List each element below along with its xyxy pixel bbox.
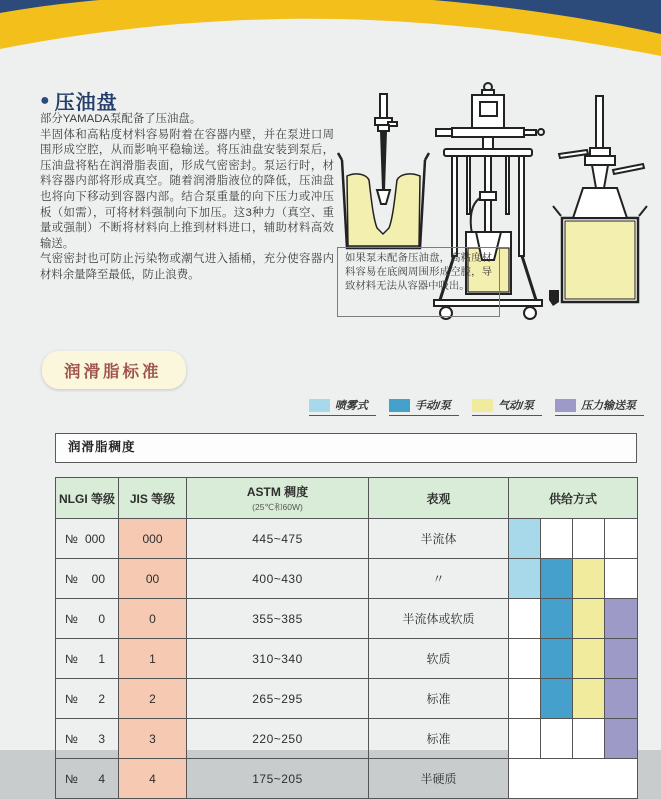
manual-pump-color-swatch xyxy=(389,399,410,412)
nlgi-grade-cell: № 000 xyxy=(56,519,119,559)
paragraph: 气密密封也可防止污染物或潮气进入插桶，充分使容器内材料余量降至最低，防止浪费。 xyxy=(40,253,334,281)
supply-method-cell xyxy=(541,679,573,719)
appearance-cell: 标准 xyxy=(369,719,509,759)
supply-method-cell xyxy=(509,519,541,559)
pressure-plate-heading xyxy=(40,86,118,115)
astm-header-title: ASTM 稠度 xyxy=(246,485,309,499)
table-header-row xyxy=(56,478,638,519)
supply-method-cell xyxy=(541,559,573,599)
supply-method-cell xyxy=(573,519,605,559)
legend-label: 手动/泵 xyxy=(414,400,451,412)
jis-grade-cell: 2 xyxy=(119,679,187,719)
astm-range-cell: 355~385 xyxy=(187,599,369,639)
legend-item-manual-pump xyxy=(389,397,459,416)
supply-method-cell xyxy=(509,759,638,799)
astm-range-cell: 310~340 xyxy=(187,639,369,679)
astm-range-cell: 445~475 xyxy=(187,519,369,559)
table-row xyxy=(56,719,638,759)
supply-method-cell xyxy=(605,719,638,759)
grease-consistency-table xyxy=(55,477,638,799)
spray-color-swatch xyxy=(309,399,330,412)
supply-method-cell xyxy=(573,719,605,759)
jis-grade-cell: 3 xyxy=(119,719,187,759)
nlgi-header: NLGI 等级 xyxy=(56,478,119,519)
appearance-cell: 软质 xyxy=(369,639,509,679)
appearance-cell: 半流体或软质 xyxy=(369,599,509,639)
paragraph: 半固体和高粘度材料容易附着在容器内壁，并在泵进口周围形成空腔，从而影响平稳输送。将压油盘安装到泵后，压油盘将粘在润滑脂表面，形成气密密封。泵运行时，材料容器内部将形成真空。随着润滑脂液位的降低，压油盘也将向下移动到容器内部。结合泵重量的向下压力或冲压板（如需），可将材料强制向下加压。这3种力（真空、重量或强制）不断将材料向上推到材料进口，辅助材料高效输送。 xyxy=(40,128,334,250)
appearance-cell: 〃 xyxy=(369,559,509,599)
pressure-plate-title: 压油盘 xyxy=(54,92,118,114)
jis-grade-cell: 4 xyxy=(119,759,187,799)
no-pressure-plate-note: 如果泵未配备压油盘，高粘度材料容易在底阀周围形成空腔，导致材料无法从容器中吸出。 xyxy=(337,247,500,317)
legend-label: 气动/泵 xyxy=(497,400,534,412)
table-row xyxy=(56,599,638,639)
supply-method-cell xyxy=(605,559,638,599)
astm-header-subtitle: (25℃和60W) xyxy=(252,502,303,512)
table-row xyxy=(56,559,638,599)
supply-method-cell xyxy=(509,719,541,759)
supply-method-cell xyxy=(541,639,573,679)
header-wave-banner xyxy=(0,0,661,80)
astm-range-cell: 265~295 xyxy=(187,679,369,719)
supply-method-header: 供给方式 xyxy=(509,478,638,519)
supply-method-cell xyxy=(573,679,605,719)
supply-method-cell xyxy=(509,639,541,679)
nlgi-grade-cell: № 4 xyxy=(56,759,119,799)
legend-item-pressure-transfer-pump xyxy=(555,397,644,416)
pneumatic-pump-color-swatch xyxy=(472,399,493,412)
table-row xyxy=(56,759,638,799)
nlgi-grade-cell: № 3 xyxy=(56,719,119,759)
jis-header: JIS 等级 xyxy=(119,478,187,519)
pressure-transfer-pump-color-swatch xyxy=(555,399,576,412)
grease-standard-title: 润滑脂标准 xyxy=(42,351,186,389)
legend-item-spray xyxy=(309,397,376,416)
supply-method-cell xyxy=(541,719,573,759)
supply-method-cell xyxy=(509,679,541,719)
appearance-header: 表观 xyxy=(369,478,509,519)
appearance-cell: 标准 xyxy=(369,679,509,719)
astm-range-cell: 400~430 xyxy=(187,559,369,599)
legend-label: 压力输送泵 xyxy=(581,400,636,412)
supply-method-cell xyxy=(605,679,638,719)
nlgi-grade-cell: № 2 xyxy=(56,679,119,719)
pump-illustration-cavity xyxy=(336,92,431,254)
table-row xyxy=(56,679,638,719)
supply-method-cell xyxy=(605,639,638,679)
astm-range-cell: 220~250 xyxy=(187,719,369,759)
supply-method-cell xyxy=(541,599,573,639)
consistency-table-body xyxy=(56,519,638,799)
nlgi-grade-cell: № 0 xyxy=(56,599,119,639)
appearance-cell: 半硬质 xyxy=(369,759,509,799)
legend-item-pneumatic-pump xyxy=(472,397,542,416)
jis-grade-cell: 0 xyxy=(119,599,187,639)
paragraph: 部分YAMADA泵配备了压油盘。 xyxy=(40,113,202,125)
nlgi-grade-cell: № 1 xyxy=(56,639,119,679)
grease-consistency-section-header: 润滑脂稠度 xyxy=(55,433,637,463)
supply-method-cell xyxy=(573,599,605,639)
supply-method-cell xyxy=(573,639,605,679)
nlgi-grade-cell: № 00 xyxy=(56,559,119,599)
jis-grade-cell: 000 xyxy=(119,519,187,559)
appearance-cell: 半流体 xyxy=(369,519,509,559)
legend-label: 喷雾式 xyxy=(334,400,368,412)
supply-method-cell xyxy=(509,599,541,639)
bullet-icon: ● xyxy=(40,91,51,109)
supply-method-cell xyxy=(605,519,638,559)
jis-grade-cell: 1 xyxy=(119,639,187,679)
supply-method-cell xyxy=(509,559,541,599)
supply-method-cell xyxy=(541,519,573,559)
table-row xyxy=(56,519,638,559)
supply-method-cell xyxy=(573,559,605,599)
pump-illustration-pail xyxy=(547,94,653,308)
supply-method-legend xyxy=(309,397,644,416)
astm-range-cell: 175~205 xyxy=(187,759,369,799)
table-row xyxy=(56,639,638,679)
pressure-plate-description xyxy=(40,112,334,284)
astm-header xyxy=(187,478,369,519)
supply-method-cell xyxy=(605,599,638,639)
jis-grade-cell: 00 xyxy=(119,559,187,599)
